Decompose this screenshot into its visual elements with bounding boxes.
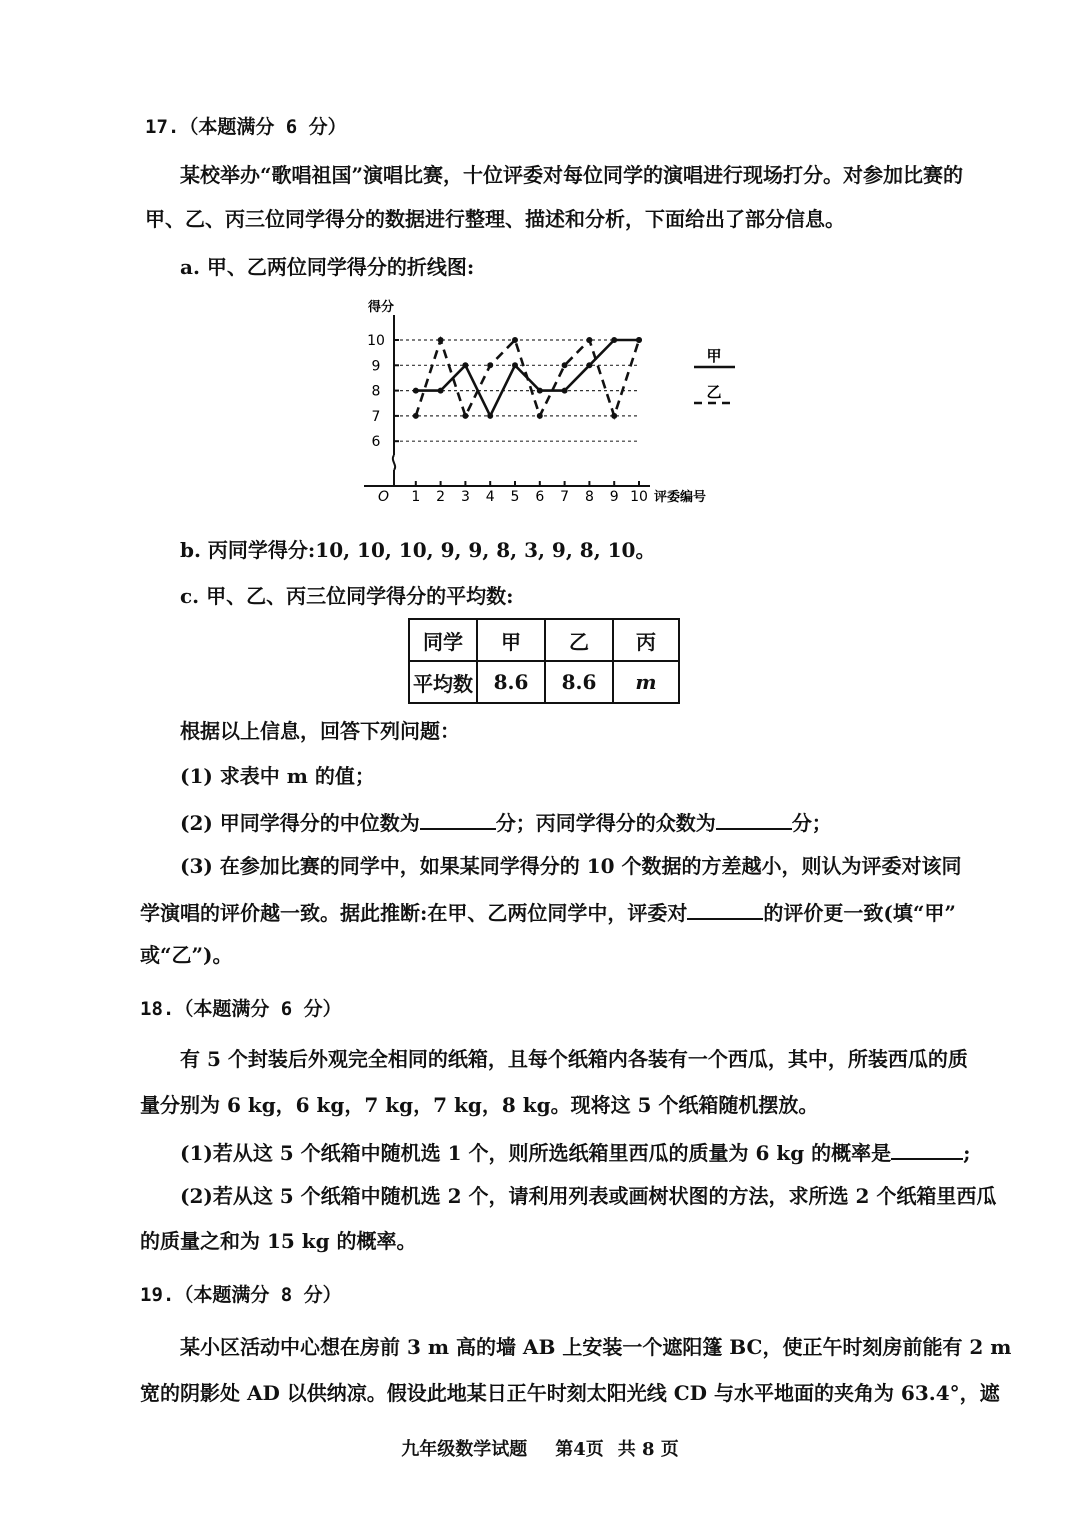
y-axis-label: 得分: [368, 300, 395, 315]
chart-ticks: [367, 333, 648, 505]
data-point: [611, 413, 617, 419]
answer-blank[interactable]: [716, 808, 792, 830]
data-point: [611, 337, 617, 343]
y-tick-label: 7: [371, 408, 381, 425]
table-cell: 同学: [409, 619, 477, 661]
q17-sub2: [180, 808, 832, 836]
q17-sub2-text-b: 分；丙同学得分的众数为: [495, 811, 716, 835]
page-footer: [0, 1435, 1080, 1461]
x-tick-label: 3: [460, 489, 470, 505]
x-tick-label: 9: [609, 489, 619, 505]
answer-blank[interactable]: [687, 898, 763, 920]
table-cell: 甲: [477, 619, 545, 661]
table-cell: 8.6: [477, 661, 545, 703]
origin-label: O: [378, 489, 390, 505]
table-cell: 8.6: [545, 661, 613, 703]
q19-header: 19.（本题满分 8 分）: [140, 1284, 342, 1306]
data-point: [512, 337, 518, 343]
q18-line2: 量分别为 6 kg，6 kg，7 kg，7 kg，8 kg。现将这 5 个纸箱随机摆放。: [140, 1093, 819, 1117]
q17-sub3-line3: 或“乙”)。: [140, 943, 233, 967]
x-tick-label: 4: [485, 489, 495, 505]
y-tick-label: 10: [367, 333, 385, 349]
q17-prompt: 根据以上信息，回答下列问题：: [180, 719, 460, 743]
q19-line1: 某小区活动中心想在房前 3 m 高的墙 AB 上安装一个遮阳篷 BC，使正午时刻房前能有 2 m: [180, 1335, 1012, 1359]
data-point: [462, 362, 468, 368]
q17-sub3-text-a: 学演唱的评价越一致。据此推断:在甲、乙两位同学中，评委对: [140, 901, 688, 925]
x-tick-label: 2: [436, 489, 446, 505]
table-row: [409, 661, 679, 703]
q17-part-b: b. 丙同学得分:10, 10, 10, 9, 9, 8, 3, 9, 8, 10。: [180, 538, 656, 562]
x-tick-label: 5: [510, 489, 520, 505]
q17-intro-line1: 某校举办“歌唱祖国”演唱比赛，十位评委对每位同学的演唱进行现场打分。对参加比赛的: [180, 163, 964, 187]
data-point: [438, 388, 444, 394]
q18-sub1: [180, 1138, 971, 1166]
q17-part-a: a. 甲、乙两位同学得分的折线图:: [180, 255, 475, 279]
q18-line1: 有 5 个封装后外观完全相同的纸箱，且每个纸箱内各装有一个西瓜，其中，所装西瓜的质: [180, 1047, 968, 1071]
data-point: [487, 413, 493, 419]
q18-header: 18.（本题满分 6 分）: [140, 998, 342, 1020]
table-cell: 丙: [613, 619, 679, 661]
q17-sub2-text-c: 分；: [791, 811, 832, 835]
average-table: [408, 618, 680, 704]
y-tick-label: 9: [371, 358, 381, 375]
data-point: [537, 388, 543, 394]
table-cell: m: [613, 661, 679, 703]
chart-series: [413, 337, 642, 419]
q17-sub1: (1) 求表中 m 的值；: [180, 764, 375, 788]
q18-sub2-line1: (2)若从这 5 个纸箱中随机选 2 个，请利用列表或画树状图的方法，求所选 2 个纸箱里西瓜: [180, 1184, 997, 1208]
x-tick-label: 10: [630, 489, 648, 505]
x-tick-label: 6: [535, 489, 545, 505]
footer-page: 第4页: [555, 1439, 604, 1460]
answer-blank[interactable]: [891, 1138, 963, 1160]
data-point: [537, 413, 543, 419]
data-point: [512, 362, 518, 368]
data-point: [586, 362, 592, 368]
table-cell: 乙: [545, 619, 613, 661]
y-tick-label: 6: [371, 434, 381, 451]
q17-sub3-text-b: 的评价更一致(填“甲”: [763, 901, 956, 925]
legend-label: 甲: [706, 347, 722, 365]
data-point: [562, 388, 568, 394]
chart-legend: [694, 347, 735, 403]
x-tick-label: 8: [584, 489, 594, 505]
data-point: [413, 388, 419, 394]
x-tick-label: 7: [560, 489, 570, 505]
footer-total: 共 8 页: [617, 1439, 679, 1460]
q17-sub3-line2: [140, 898, 956, 926]
footer-title: 九年级数学试题: [401, 1439, 528, 1460]
legend-label: 乙: [706, 383, 722, 401]
score-line-chart: [350, 295, 750, 515]
y-tick-label: 8: [371, 383, 381, 400]
data-point: [636, 337, 642, 343]
data-point: [562, 362, 568, 368]
q17-part-c: c. 甲、乙、丙三位同学得分的平均数:: [180, 584, 514, 608]
x-axis-label: 评委编号: [654, 490, 707, 505]
q18-sub1-text-a: (1)若从这 5 个纸箱中随机选 1 个，则所选纸箱里西瓜的质量为 6 kg 的概率是: [180, 1141, 892, 1165]
table-cell: 平均数: [409, 661, 477, 703]
table-row: [409, 619, 679, 661]
q18-sub1-text-b: ;: [963, 1141, 971, 1165]
data-point: [438, 337, 444, 343]
answer-blank[interactable]: [420, 808, 496, 830]
y-axis-break: [393, 455, 395, 470]
data-point: [462, 413, 468, 419]
data-point: [586, 337, 592, 343]
q17-header: 17.（本题满分 6 分）: [145, 116, 347, 138]
series-line-2: [416, 340, 639, 416]
q17-sub2-text-a: (2) 甲同学得分的中位数为: [180, 811, 420, 835]
q17-intro-line2: 甲、乙、丙三位同学得分的数据进行整理、描述和分析，下面给出了部分信息。: [145, 207, 845, 231]
q19-line2: 宽的阴影处 AD 以供纳凉。假设此地某日正午时刻太阳光线 CD 与水平地面的夹角为 63.4°，遮: [140, 1381, 1000, 1405]
data-point: [413, 413, 419, 419]
q17-sub3-line1: (3) 在参加比赛的同学中，如果某同学得分的 10 个数据的方差越小，则认为评委对该同: [180, 854, 962, 878]
x-tick-label: 1: [411, 489, 421, 505]
data-point: [487, 362, 493, 368]
q18-sub2-line2: 的质量之和为 15 kg 的概率。: [140, 1229, 417, 1253]
